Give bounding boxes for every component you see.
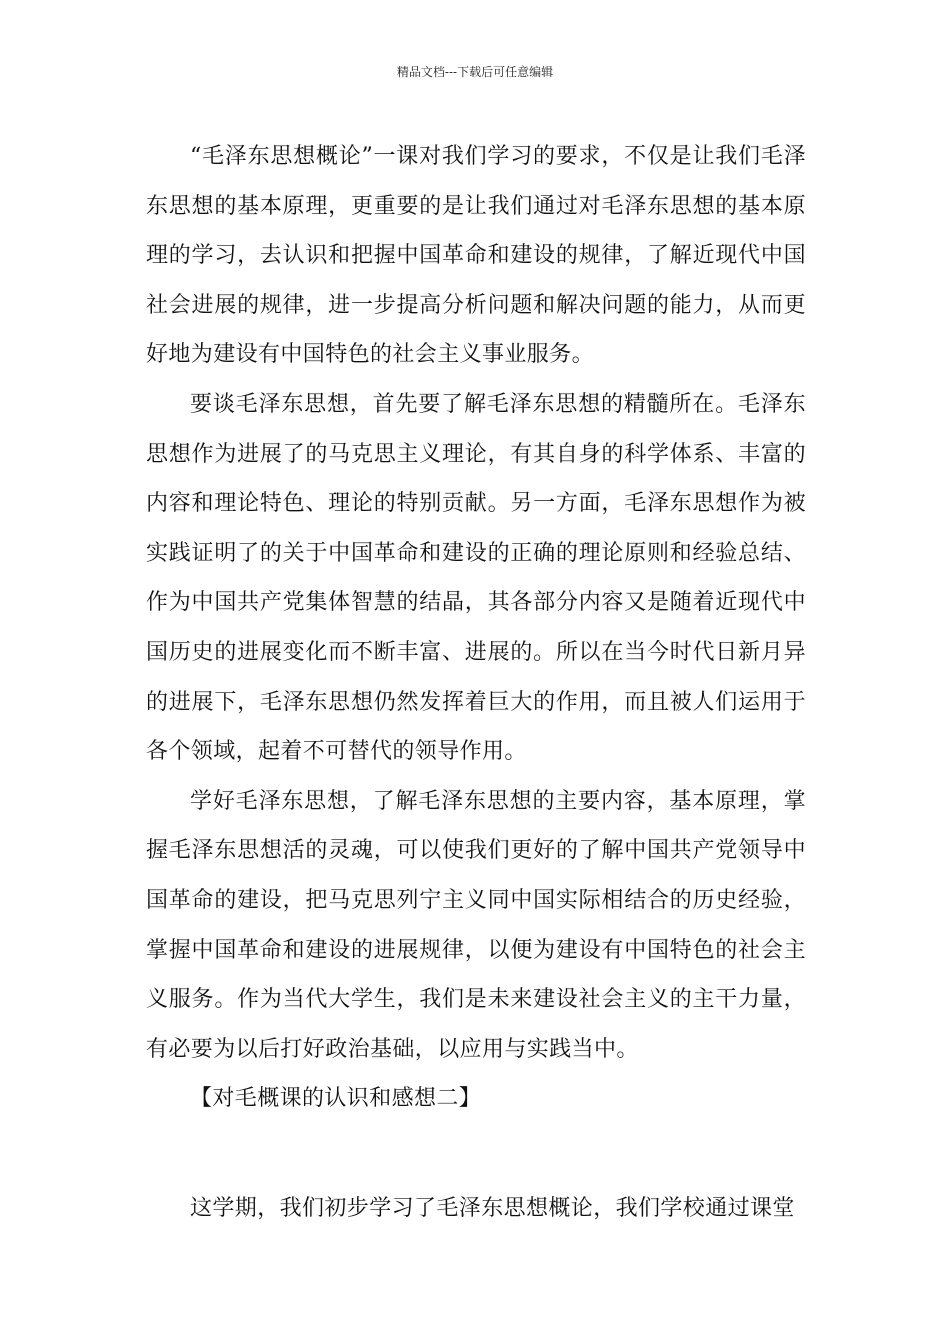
document-body — [146, 132, 806, 1233]
page-header: 精品文档---下载后可任意编辑 — [396, 65, 554, 79]
paragraph-gap — [146, 1124, 806, 1184]
section-title: 【对毛概课的认识和感想二】 — [190, 1086, 482, 1112]
paragraph-3: 学好毛泽东思想，了解毛泽东思想的主要内容，基本原理，掌握毛泽东思想活的灵魂，可以使我们更好的了解中国共产党领导中国革命的建设，把马克思列宁主义同中国实际相结合的历史经验，掌握中国革命和建设的进展规律，以便为建设有中国特色的社会主义服务。作为当代大学生，我们是未来建设社会主义的主干力量，有必要为以后打好政治基础，以应用与实践当中。 — [146, 788, 806, 1062]
paragraph-4: 这学期，我们初步学习了毛泽东思想概论，我们学校通过课堂 — [190, 1195, 795, 1221]
paragraph-1: “毛泽东思想概论”一课对我们学习的要求，不仅是让我们毛泽东思想的基本原理，更重要的是让我们通过对毛泽东思想的基本原理的学习，去认识和把握中国革命和建设的规律，了解近现代中国社会进展的规律，进一步提高分析问题和解决问题的能力，从而更好地为建设有中国特色的社会主义事业服务。 — [146, 144, 806, 368]
paragraph-2: 要谈毛泽东思想，首先要了解毛泽东思想的精髓所在。毛泽东思想作为进展了的马克思主义理论，有其自身的科学体系、丰富的内容和理论特色、理论的特别贡献。另一方面，毛泽东思想作为被实践证明了的关于中国革命和建设的正确的理论原则和经验总结、作为中国共产党集体智慧的结晶，其各部分内容又是随着近现代中国历史的进展变化而不断丰富、进展的。所以在当今时代日新月异的进展下，毛泽东思想仍然发挥着巨大的作用，而且被人们运用于各个领域，起着不可替代的领导作用。 — [146, 391, 806, 765]
